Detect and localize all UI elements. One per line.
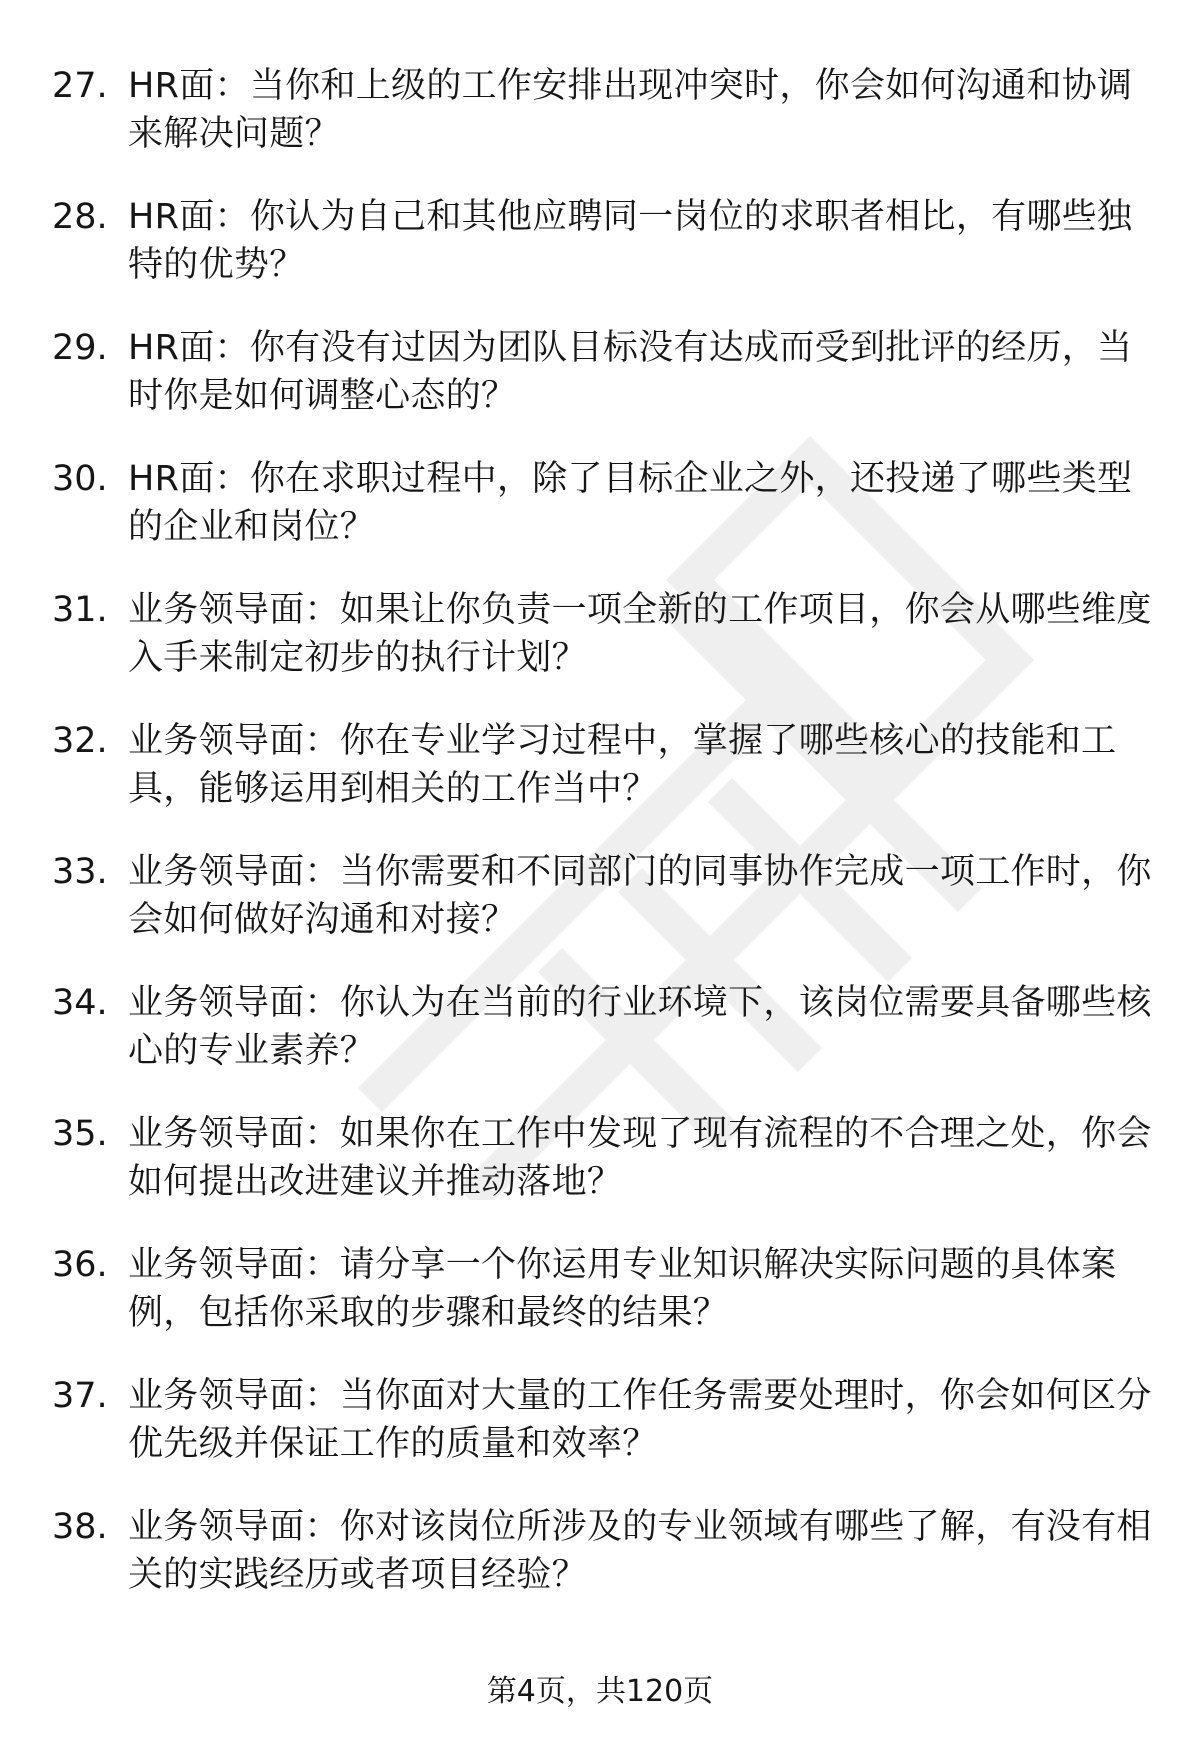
question-text: HR面：当你和上级的工作安排出现冲突时，你会如何沟通和协调来解决问题？ (128, 66, 1133, 154)
question-text: HR面：你认为自己和其他应聘同一岗位的求职者相比，有哪些独特的优势？ (128, 197, 1133, 285)
question-text: 业务领导面：当你面对大量的工作任务需要处理时，你会如何区分优先级并保证工作的质量和效率？ (128, 1376, 1152, 1464)
question-item (0, 455, 1200, 586)
question-text: 业务领导面：如果让你负责一项全新的工作项目，你会从哪些维度入手来制定初步的执行计划？ (128, 590, 1152, 678)
question-number: 29. (52, 328, 108, 368)
question-number: 35. (52, 1114, 108, 1154)
question-item (0, 717, 1200, 848)
question-number: 32. (52, 721, 108, 761)
question-text: 业务领导面：你认为在当前的行业环境下，该岗位需要具备哪些核心的专业素养？ (128, 983, 1152, 1071)
question-number: 38. (52, 1507, 108, 1547)
question-item (0, 324, 1200, 455)
question-text: HR面：你有没有过因为团队目标没有达成而受到批评的经历，当时你是如何调整心态的？ (128, 328, 1133, 416)
question-item (0, 586, 1200, 717)
question-item (0, 1372, 1200, 1503)
question-text: 业务领导面：如果你在工作中发现了现有流程的不合理之处，你会如何提出改进建议并推动落地？ (128, 1114, 1152, 1202)
question-number: 36. (52, 1245, 108, 1285)
question-text: 业务领导面：你在专业学习过程中，掌握了哪些核心的技能和工具，能够运用到相关的工作当中？ (128, 721, 1117, 809)
question-number: 37. (52, 1376, 108, 1416)
question-number: 27. (52, 66, 108, 106)
question-number: 31. (52, 590, 108, 630)
question-item (0, 1241, 1200, 1372)
question-item (0, 193, 1200, 324)
page-number-label: 第4页，共120页 (486, 1674, 714, 1709)
question-list (0, 62, 1200, 1634)
page-footer (0, 1672, 1200, 1712)
question-text: 业务领导面：你对该岗位所涉及的专业领域有哪些了解，有没有相关的实践经历或者项目经验？ (128, 1507, 1152, 1595)
question-text: 业务领导面：请分享一个你运用专业知识解决实际问题的具体案例，包括你采取的步骤和最终的结果？ (128, 1245, 1117, 1333)
question-item (0, 62, 1200, 193)
question-item (0, 979, 1200, 1110)
question-number: 34. (52, 983, 108, 1023)
question-number: 28. (52, 197, 108, 237)
question-number: 33. (52, 852, 108, 892)
question-item (0, 1503, 1200, 1634)
question-item (0, 1110, 1200, 1241)
question-text: 业务领导面：当你需要和不同部门的同事协作完成一项工作时，你会如何做好沟通和对接？ (128, 852, 1152, 940)
question-item (0, 848, 1200, 979)
question-number: 30. (52, 459, 108, 499)
question-text: HR面：你在求职过程中，除了目标企业之外，还投递了哪些类型的企业和岗位？ (128, 459, 1133, 547)
